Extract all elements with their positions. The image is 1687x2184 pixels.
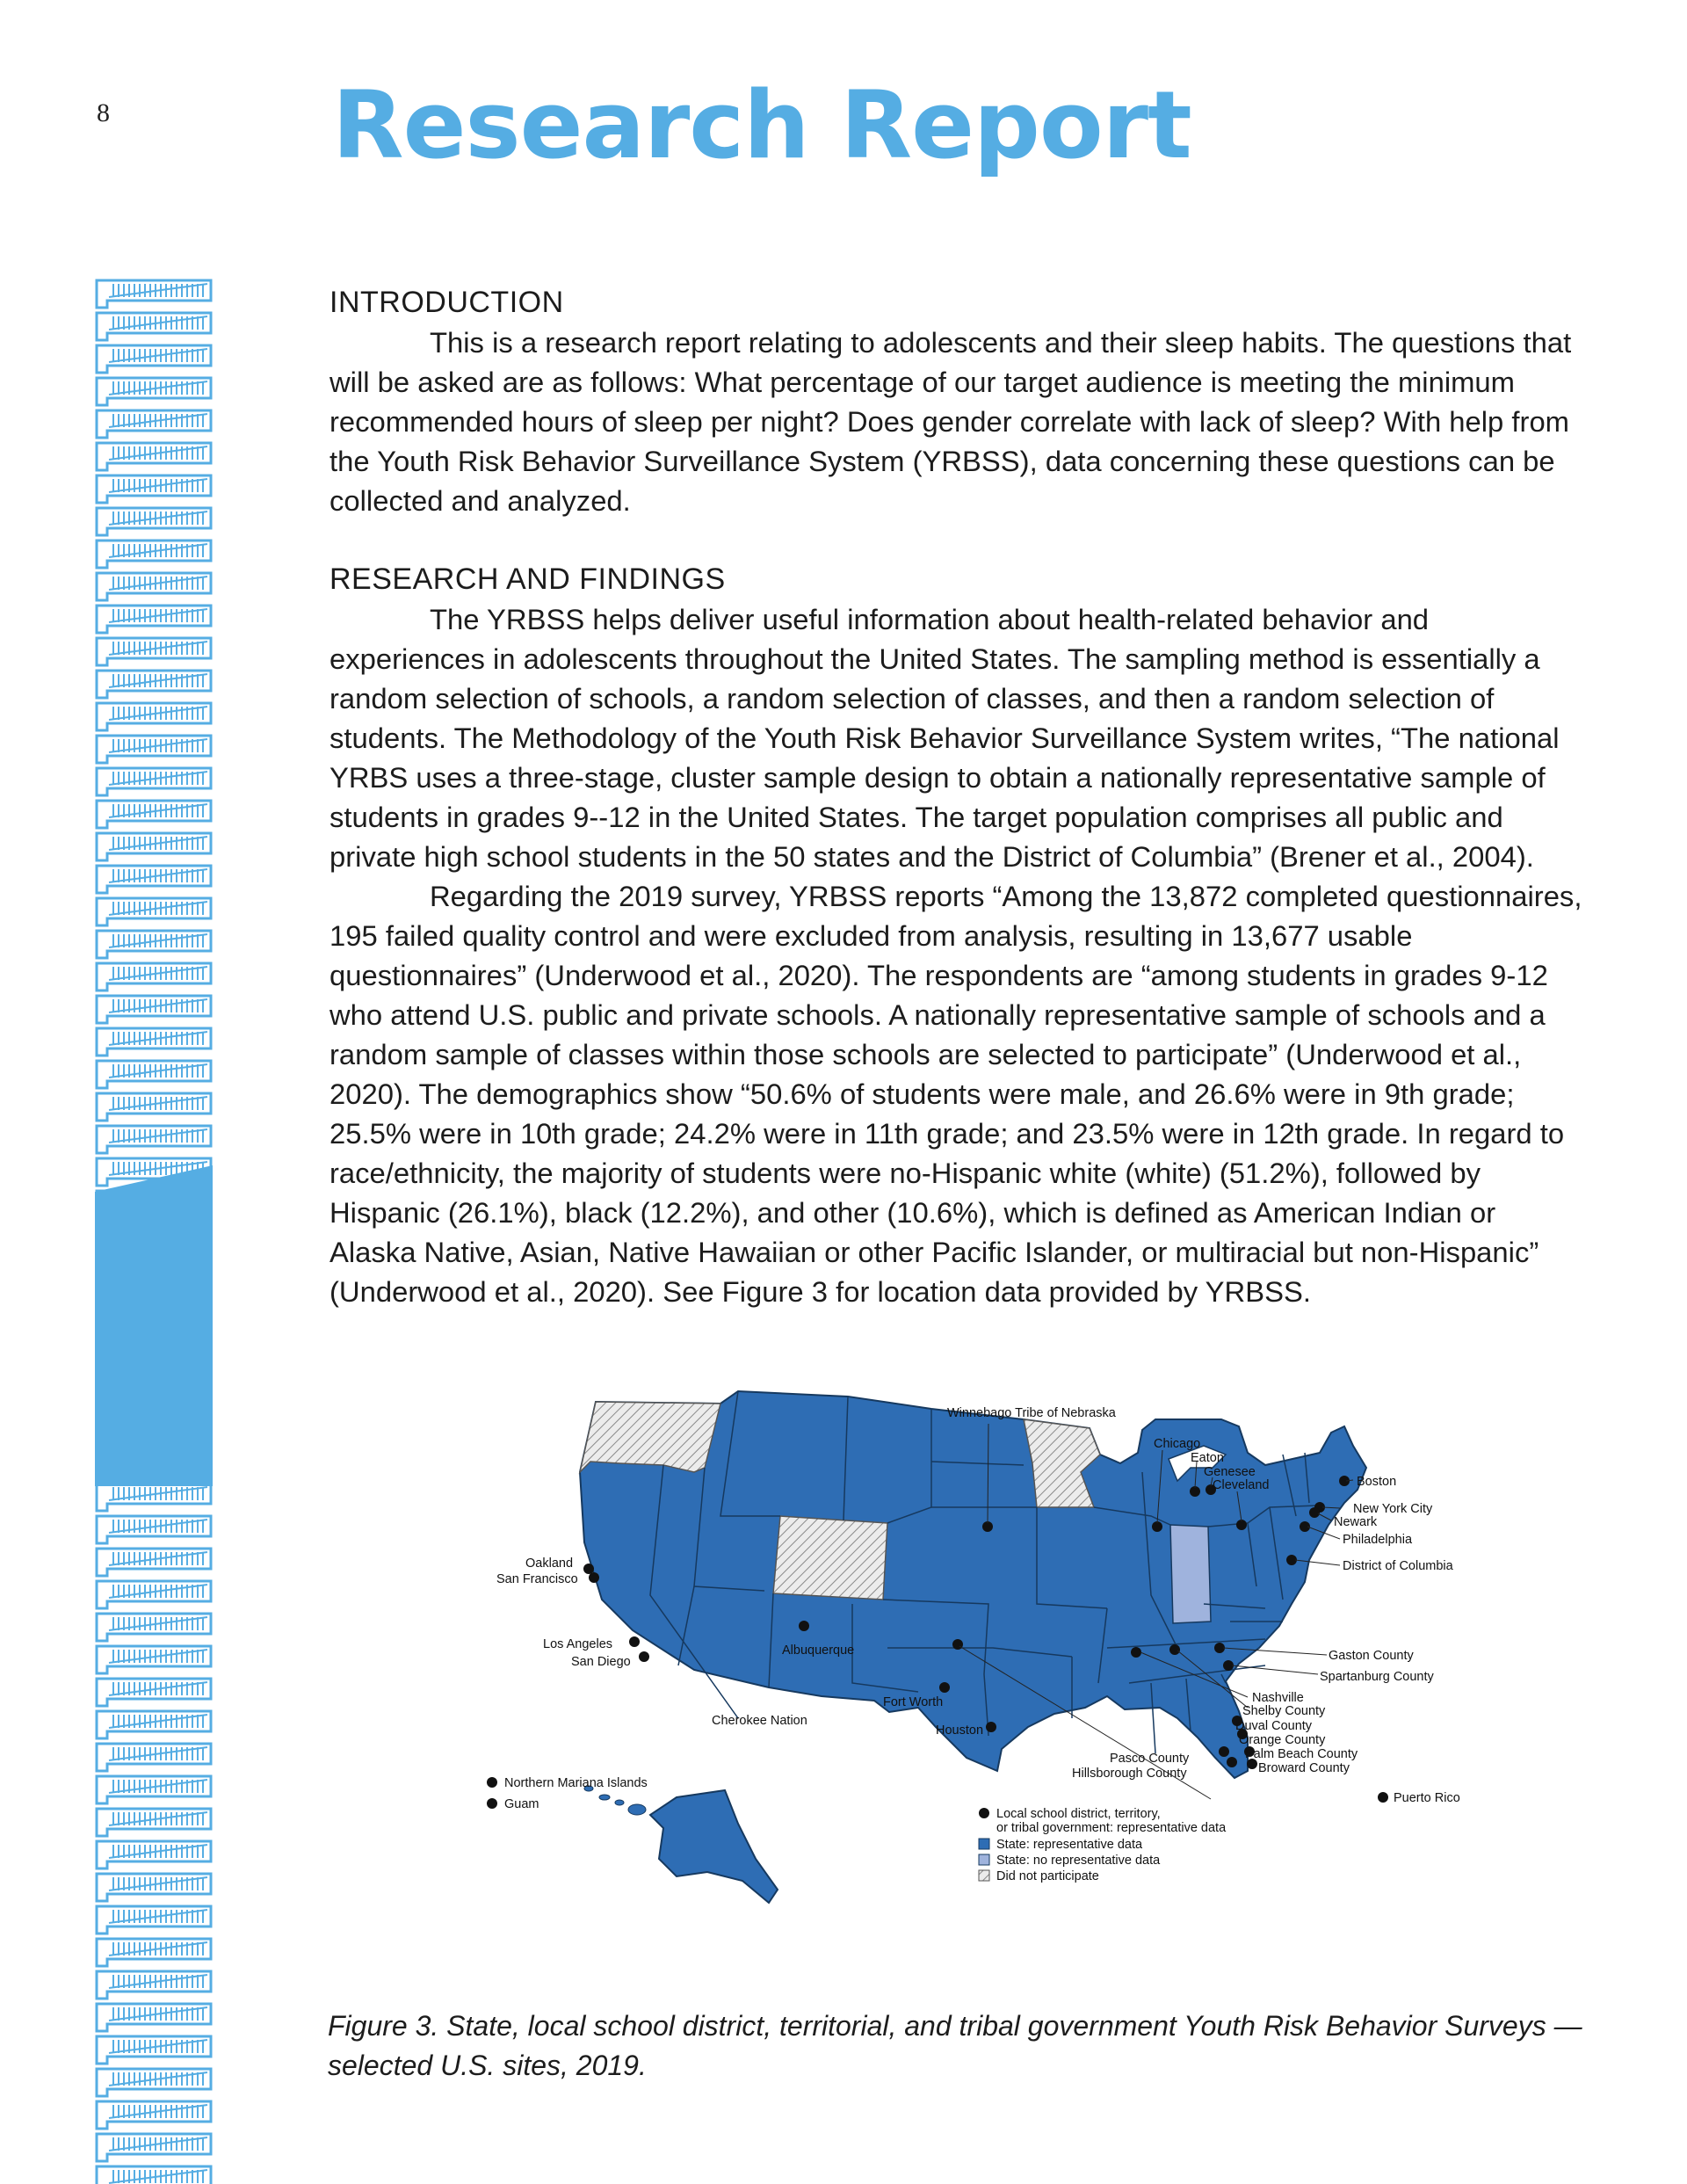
label-oakland: Oakland: [525, 1556, 574, 1571]
dot-houston: [986, 1722, 996, 1732]
figure-caption: [328, 2006, 1593, 2086]
us-site-map: [474, 1384, 1467, 1999]
state-minnesota: [1024, 1419, 1100, 1507]
label-winnebago: Winnebago Tribe of Nebraska: [947, 1406, 1116, 1420]
legend-local-line2: or tribal government: representative data: [996, 1821, 1227, 1835]
legend-state-rep: State: representative data: [996, 1838, 1143, 1852]
alaska: [650, 1790, 778, 1903]
dot-hillsborough: [1227, 1757, 1237, 1767]
legend-did-not: Did not participate: [996, 1869, 1099, 1883]
section-heading-introduction: INTRODUCTION: [329, 286, 564, 319]
label-palmbeach: Palm Beach County: [1245, 1747, 1358, 1761]
label-duval: Duval County: [1235, 1719, 1313, 1733]
label-nyc: New York City: [1353, 1502, 1433, 1516]
page-number: 8: [97, 98, 110, 127]
label-hillsborough: Hillsborough County: [1072, 1767, 1187, 1781]
label-broward: Broward County: [1258, 1761, 1350, 1775]
dot-pasco: [1219, 1746, 1229, 1757]
dot-shelby: [1169, 1644, 1180, 1655]
dot-sf: [589, 1572, 599, 1583]
dot-nashville: [1131, 1647, 1141, 1658]
label-albuquerque: Albuquerque: [782, 1643, 855, 1658]
label-nashville: Nashville: [1252, 1691, 1304, 1705]
dot-pr: [1378, 1792, 1388, 1803]
caption-line-1: Figure 3. State, local school district, territorial, and tribal government Youth Risk Behavior Surveys —: [328, 2010, 1582, 2042]
dot-guam: [487, 1798, 497, 1809]
dot-sd: [639, 1651, 649, 1662]
map-legend: [979, 1807, 1227, 1883]
state-wyoming: [773, 1516, 887, 1600]
legend-state-norep: State: no representative data: [996, 1854, 1161, 1868]
label-sd: San Diego: [571, 1655, 631, 1669]
dot-albuquerque: [799, 1621, 809, 1631]
dot-cherokee: [952, 1639, 963, 1650]
decorative-sidebar: [95, 278, 213, 2184]
label-newark: Newark: [1334, 1515, 1378, 1529]
label-dc: District of Columbia: [1343, 1559, 1453, 1573]
label-la: Los Angeles: [543, 1637, 613, 1651]
intro-paragraph: This is a research report relating to adolescents and their sleep habits. The questions that will be asked are as follows: What percentage of our target audience is meeting the minimum recommended hours of sleep per night? Does gender correlate with lack of sleep? With help from the Youth Risk Behavior Surveillance System (YRBSS), data concerning these questions can be collected and analyzed.: [329, 326, 1572, 517]
label-houston: Houston: [936, 1723, 984, 1738]
dot-newark: [1309, 1507, 1320, 1518]
state-washington-oregon: [580, 1402, 720, 1472]
label-cherokee: Cherokee Nation: [712, 1714, 807, 1728]
findings-paragraph-1: The YRBSS helps deliver useful information about health-related behavior and experiences in adolescents throughout the United States. The sampling method is essentially a random selection of schools, a random selection of classes, and then a random selection of students. The Methodology of the Youth Risk Behavior Surveillance System writes, “The national YRBS uses a three-stage, cluster sample design to obtain a nationally representative sample of students in grades 9--12 in the United States. The target population comprises all public and private high school students in the 50 states and the District of Columbia” (Brener et al., 2004).: [329, 603, 1560, 873]
label-pasco: Pasco County: [1110, 1752, 1190, 1766]
label-nmi: Northern Mariana Islands: [504, 1776, 648, 1790]
label-orange: Orange County: [1239, 1733, 1326, 1747]
legend-local-line1: Local school district, territory,: [996, 1807, 1161, 1821]
findings-paragraph-2: Regarding the 2019 survey, YRBSS reports “Among the 13,872 completed questionnaires, 195 failed quality control and were excluded from analysis, resulting in 13,677 usable questionnaires” (Underwood et al., 2020). The respondents are “among students in grades 9-12 who attend U.S. public and private schools. A nationally representative sample of schools and a random sample of classes within those schools are selected to participate” (Underwood et al., 2020). The demographics show “50.6% of students were male, and 26.6% were in 9th grade; 25.5% were in 10th grade; 24.2% were in 11th grade; and 23.5% were in 12th grade. In regard to race/ethnicity, the majority of students were no-Hispanic white (white) (51.2%), followed by Hispanic (26.1%), black (12.2%), and other (10.6%), which is defined as American Indian or Alaska Native, Asian, Native Hawaiian or other Pacific Islander, or multiracial but non-Hispanic” (Underwood et al., 2020). See Figure 3 for location data provided by YRBSS.: [329, 880, 1582, 1308]
label-cleveland: Cleveland: [1213, 1478, 1270, 1492]
label-eaton: Eaton: [1191, 1451, 1224, 1465]
state-indiana: [1170, 1525, 1211, 1623]
section-heading-research: RESEARCH AND FINDINGS: [329, 562, 726, 596]
label-boston: Boston: [1357, 1475, 1397, 1489]
label-guam: Guam: [504, 1797, 539, 1811]
label-genesee: Genesee: [1204, 1465, 1256, 1479]
page-title: Research Report: [332, 71, 1191, 179]
dot-la: [629, 1636, 640, 1647]
article-body: [329, 283, 1586, 1311]
label-gaston: Gaston County: [1329, 1649, 1414, 1663]
label-pr: Puerto Rico: [1394, 1791, 1460, 1805]
dot-oakland: [583, 1564, 594, 1574]
label-sf: San Francisco: [496, 1572, 578, 1586]
label-spartanburg: Spartanburg County: [1320, 1670, 1434, 1684]
label-philadelphia: Philadelphia: [1343, 1533, 1413, 1547]
label-fortworth: Fort Worth: [883, 1695, 944, 1709]
label-chicago: Chicago: [1154, 1437, 1201, 1451]
dot-nmi: [487, 1777, 497, 1788]
label-shelby: Shelby County: [1242, 1704, 1326, 1718]
dot-fortworth: [939, 1682, 950, 1693]
caption-line-2: selected U.S. sites, 2019.: [328, 2050, 647, 2081]
